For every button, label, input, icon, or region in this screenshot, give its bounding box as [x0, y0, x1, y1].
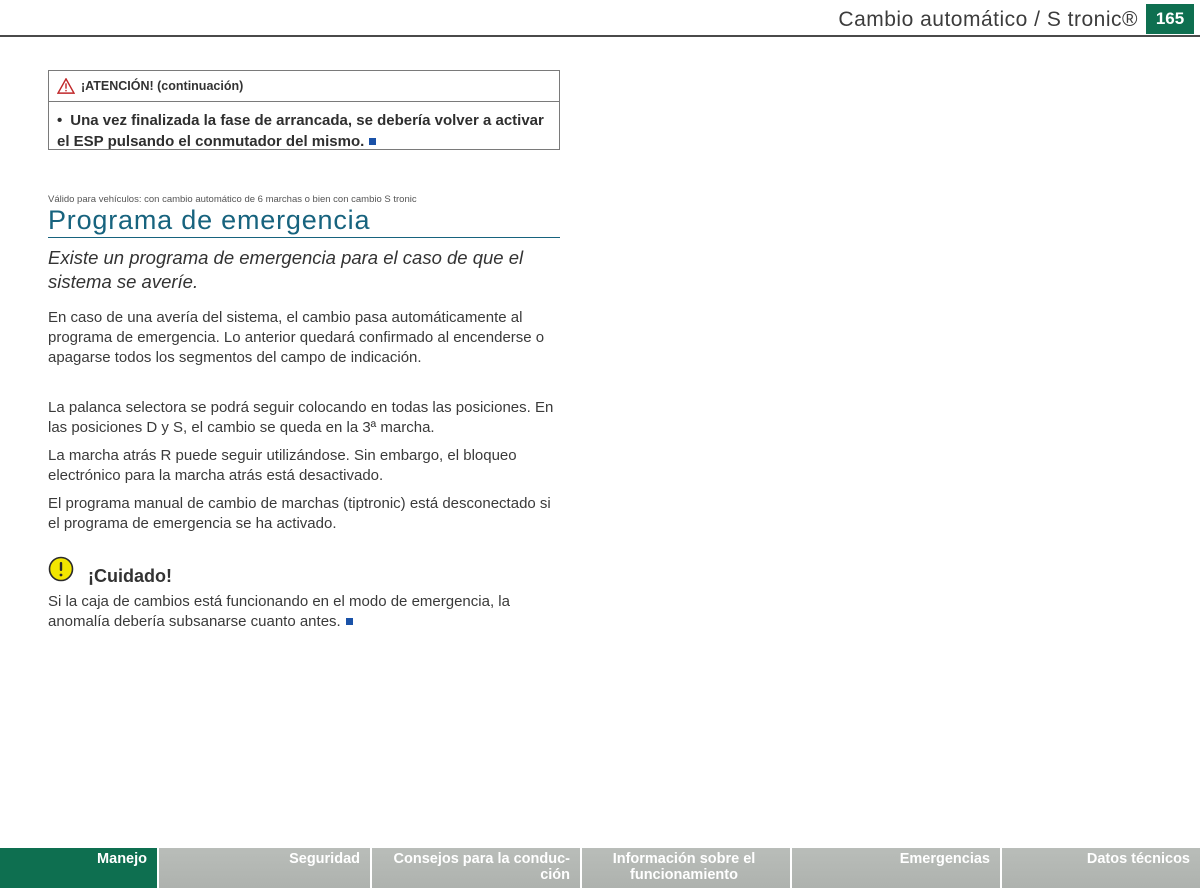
tab-label: Seguridad — [289, 851, 360, 867]
paragraph-3: La marcha atrás R puede seguir utilizándose. Sin embargo, el bloqueo electrónico para la marcha atrás está desactivado. — [48, 447, 517, 484]
tab-consejos[interactable] — [370, 848, 580, 888]
paragraph-4: El programa manual de cambio de marchas (tiptronic) está desconectado si el programa de emergencia se ha activado. — [48, 495, 551, 532]
tab-label: Información sobre el funcionamiento — [612, 851, 756, 883]
title-rule — [48, 237, 560, 238]
page-number: 165 — [1146, 4, 1194, 34]
tab-label: Manejo — [97, 851, 147, 867]
caution-text-content: Si la caja de cambios está funcionando en el modo de emergencia, la anomalía debería subsanarse cuanto antes. — [48, 593, 510, 630]
tab-datos-tecnicos[interactable] — [1000, 848, 1200, 888]
tab-label: Consejos para la conducción — [393, 851, 570, 883]
tab-seguridad[interactable] — [157, 848, 370, 888]
warning-text: Una vez finalizada la fase de arrancada, se debería volver a activar el ESP pulsando el conmutador del mismo. — [57, 112, 544, 150]
paragraph-2: La palanca selectora se podrá seguir colocando en todas las posiciones. En las posiciones D y S, el cambio se queda en la 3ª marcha. — [48, 399, 554, 436]
warning-box — [48, 70, 560, 150]
tab-informacion[interactable] — [580, 848, 790, 888]
tab-manejo[interactable] — [0, 848, 157, 888]
paragraph-1: En caso de una avería del sistema, el cambio pasa automáticamente al programa de emergencia. Lo anterior quedará confirmado al encenderse o apagarse todos los segmentos del campo de indicación. — [48, 309, 545, 366]
end-mark-icon — [346, 618, 353, 625]
caution-title: ¡Cuidado! — [88, 566, 172, 586]
warning-triangle-icon — [57, 78, 75, 94]
warning-bullet: • — [57, 112, 63, 129]
section-intro: Existe un programa de emergencia para el caso de que el sistema se averíe. — [48, 247, 524, 292]
section-title: Programa de emergencia — [48, 205, 371, 235]
header-rule — [0, 35, 1200, 37]
footer-nav — [0, 848, 1200, 888]
caution-text — [48, 592, 563, 632]
tab-label: Emergencias — [899, 851, 990, 867]
end-mark-icon — [369, 138, 376, 145]
caution-icon — [48, 556, 74, 582]
tab-label: Datos técnicos — [1086, 851, 1190, 867]
warning-body — [49, 102, 559, 152]
tab-emergencias[interactable] — [790, 848, 1000, 888]
validity-note: Válido para vehículos: con cambio automático de 6 marchas o bien con cambio S tronic — [48, 194, 417, 205]
header-title: Cambio automático / S tronic® — [838, 8, 1138, 31]
warning-heading-row — [49, 71, 559, 102]
warning-heading: ¡ATENCIÓN! (continuación) — [81, 79, 244, 93]
